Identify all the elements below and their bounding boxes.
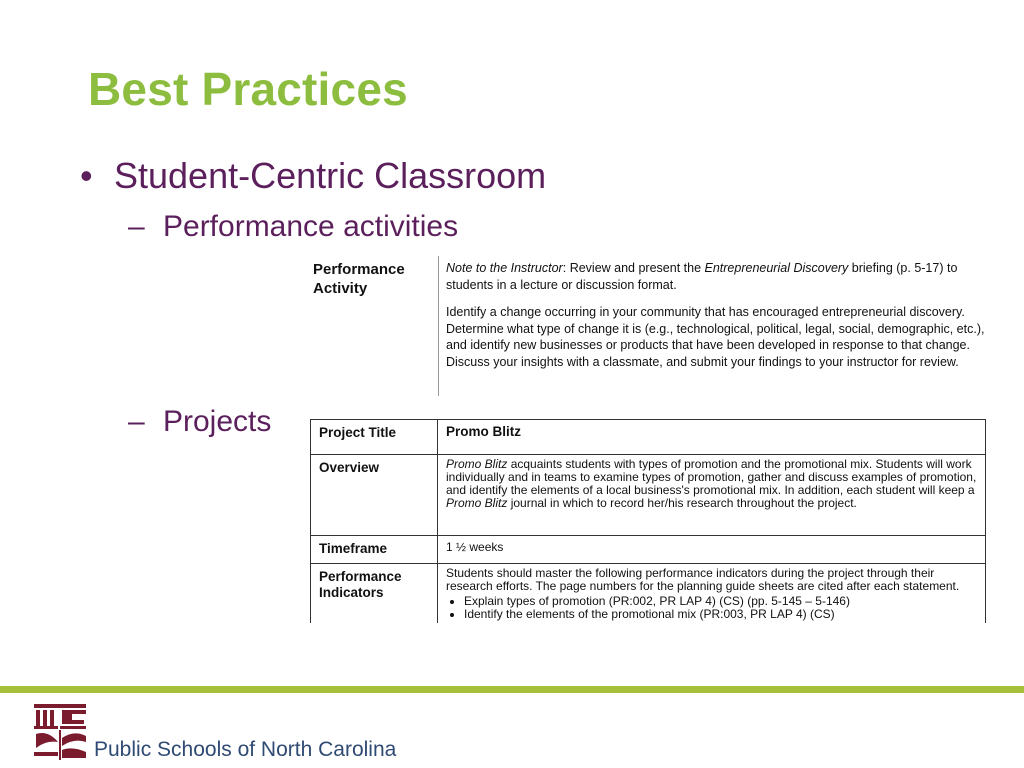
sub-bullet-performance — [128, 210, 458, 244]
project-title-label: Project Title — [311, 420, 438, 455]
indicators-intro: Students should master the following performance indicators during the project through their research efforts. The page numbers for the planning guide sheets are cited after each statement. — [446, 566, 960, 593]
nc-public-schools-logo-icon — [32, 702, 88, 762]
project-title-value: Promo Blitz — [438, 420, 986, 455]
performance-activity-body — [446, 260, 994, 381]
label-line: Performance — [313, 261, 405, 278]
table-row — [311, 536, 986, 564]
dash-icon: – — [128, 405, 145, 438]
indicators-list — [446, 595, 979, 621]
overview-text: journal in which to record her/his research throughout the project. — [507, 496, 857, 510]
performance-activity-label — [313, 260, 433, 298]
label-line: Activity — [313, 280, 368, 297]
timeframe-label: Timeframe — [311, 536, 438, 564]
bullet-student-centric — [80, 155, 546, 197]
table-row — [311, 564, 986, 624]
indicators-label — [311, 564, 438, 624]
bullet-dot-icon: • — [80, 155, 93, 196]
overview-emphasis: Promo Blitz — [446, 496, 508, 510]
project-table-excerpt — [310, 419, 986, 623]
footer-org-name: Public Schools of North Carolina — [94, 738, 397, 761]
list-item: • Identify the elements of the promotional mix (PR:003, PR LAP 4) (CS) — [464, 608, 979, 621]
timeframe-value: 1 ½ weeks — [438, 536, 986, 564]
instructor-note — [446, 260, 994, 293]
sub-bullet-projects — [128, 405, 271, 439]
table-row — [311, 420, 986, 455]
indicators-value — [438, 564, 986, 624]
activity-paragraph: Identify a change occurring in your community that has encouraged entrepreneurial discovery. Determine what type of change it is (e.g., technological, political, legal, social, demographic, etc.), and identify new businesses or products that have been developed in response to that change. Discuss your insights with a classmate, and submit your findings to your instructor for review. — [446, 305, 985, 369]
slide-title: Best Practices — [88, 63, 408, 115]
overview-text: acquaints students with types of promotion and the promotional mix. Students will work individually and in teams to examine types of promotion, gather and discuss examples of promotion, and identify the elements of a local business's promotional mix. In addition, each student will keep a — [446, 457, 977, 497]
note-label: Note to the Instructor — [446, 261, 563, 275]
sub-bullet-text: Performance activities — [163, 210, 459, 243]
note-colon: : — [562, 261, 567, 275]
performance-activity-excerpt — [310, 256, 990, 396]
table-row — [311, 455, 986, 536]
label-line: Indicators — [319, 585, 384, 600]
project-table — [310, 419, 986, 623]
label-line: Performance — [319, 569, 402, 584]
bullet-text: Student-Centric Classroom — [114, 155, 547, 196]
sub-bullet-text: Projects — [163, 405, 272, 438]
note-text: briefing (p. 5-17) to students in a lecture or discussion format. — [446, 261, 958, 292]
overview-value — [438, 455, 986, 536]
overview-label: Overview — [311, 455, 438, 536]
list-item: • Explain types of promotion (PR:002, PR LAP 4) (CS) (pp. 5-145 – 5-146) — [464, 595, 979, 608]
dash-icon: – — [128, 210, 145, 243]
note-emphasis: Entrepreneurial Discovery — [704, 261, 849, 275]
overview-emphasis: Promo Blitz — [446, 457, 508, 471]
divider — [438, 256, 439, 396]
note-text: Review and present the — [566, 261, 705, 275]
footer-divider — [0, 686, 1024, 693]
